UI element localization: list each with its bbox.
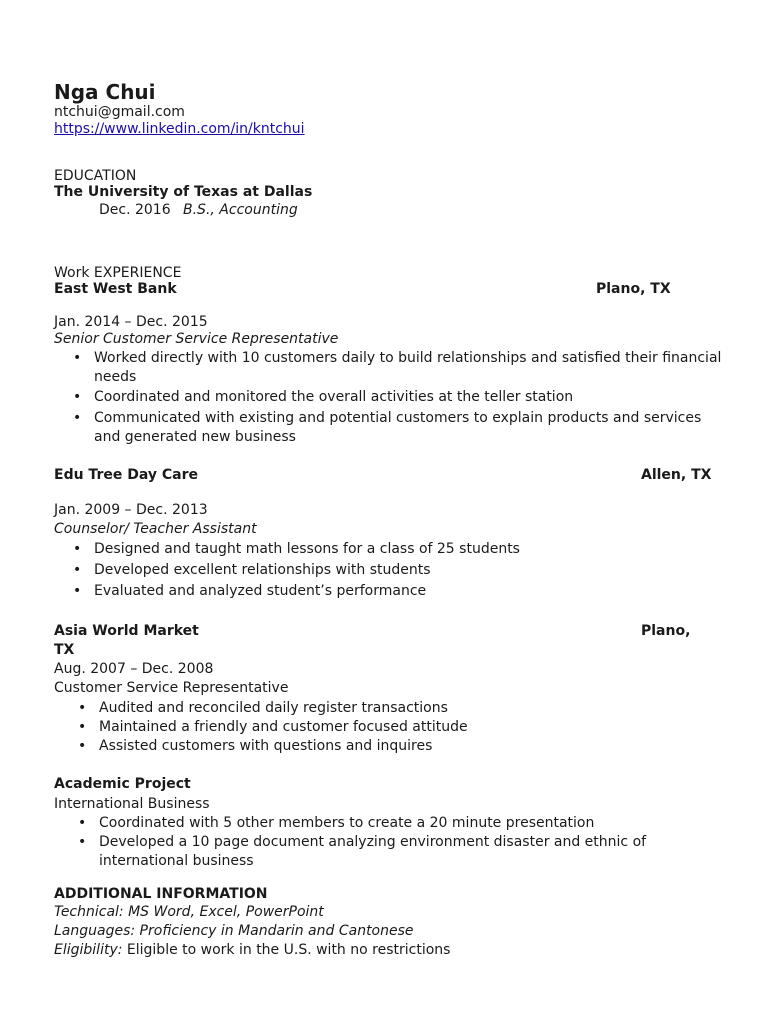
languages-label: Languages: — [54, 923, 136, 939]
list-item: • Assisted customers with questions and inquires — [99, 737, 468, 756]
job-company: Asia World Market — [54, 623, 199, 639]
job-dates: Aug. 2007 – Dec. 2008 — [54, 661, 214, 677]
eligibility-value: Eligible to work in the U.S. with no restrictions — [122, 942, 451, 958]
job-location: Plano, — [641, 623, 691, 639]
education-degree: B.S., Accounting — [183, 202, 298, 218]
list-item: • Designed and taught math lessons for a class of 25 students — [94, 540, 520, 559]
list-item: • Communicated with existing and potential customers to explain products and services — [94, 409, 721, 428]
list-item-continuation: international business — [99, 853, 254, 869]
list-item-continuation: needs — [94, 369, 137, 385]
education-heading: EDUCATION — [54, 168, 137, 184]
list-item: • Developed excellent relationships with students — [94, 561, 520, 580]
job-company: East West Bank — [54, 281, 177, 297]
technical-label: Technical: — [54, 904, 124, 920]
list-item: • Developed a 10 page document analyzing environment disaster and ethnic of — [99, 833, 646, 852]
job-title: Counselor/ Teacher Assistant — [54, 521, 257, 537]
list-item-continuation: and generated new business — [94, 429, 296, 445]
job-location-continued: TX — [54, 642, 75, 658]
languages-value: Proficiency in Mandarin and Cantonese — [135, 923, 414, 939]
languages-line — [54, 922, 414, 940]
email-text: ntchui@gmail.com — [54, 104, 185, 120]
resume-name: Nga Chui — [54, 80, 156, 104]
linkedin-link[interactable]: https://www.linkedin.com/in/kntchui — [54, 121, 305, 137]
project-heading: Academic Project — [54, 776, 191, 792]
list-item: • Evaluated and analyzed student’s performance — [94, 582, 520, 601]
job-bullet-list — [99, 699, 468, 756]
job-location: Plano, TX — [596, 281, 671, 297]
project-subtitle: International Business — [54, 796, 210, 812]
job-dates: Jan. 2014 – Dec. 2015 — [54, 314, 208, 330]
list-item: • Maintained a friendly and customer focused attitude — [99, 718, 468, 737]
job-dates: Jan. 2009 – Dec. 2013 — [54, 502, 208, 518]
list-item: • Coordinated with 5 other members to create a 20 minute presentation — [99, 814, 646, 833]
work-heading: Work EXPERIENCE — [54, 265, 182, 281]
list-item: • Audited and reconciled daily register transactions — [99, 699, 468, 718]
education-date: Dec. 2016 — [99, 202, 171, 218]
list-item: • Worked directly with 10 customers daily to build relationships and satisfied their financial — [94, 349, 721, 368]
additional-heading: ADDITIONAL INFORMATION — [54, 886, 268, 902]
technical-line — [54, 903, 324, 921]
project-bullet-list — [99, 814, 646, 871]
eligibility-line — [54, 941, 450, 959]
job-bullet-list — [94, 349, 721, 447]
technical-value: MS Word, Excel, PowerPoint — [123, 904, 324, 920]
job-bullet-list — [94, 540, 520, 601]
school-name: The University of Texas at Dallas — [54, 184, 313, 200]
job-title: Customer Service Representative — [54, 680, 289, 696]
job-title: Senior Customer Service Representative — [54, 331, 339, 347]
list-item: • Coordinated and monitored the overall activities at the teller station — [94, 388, 721, 407]
job-location: Allen, TX — [641, 467, 712, 483]
eligibility-label: Eligibility: — [54, 942, 123, 958]
job-company: Edu Tree Day Care — [54, 467, 198, 483]
